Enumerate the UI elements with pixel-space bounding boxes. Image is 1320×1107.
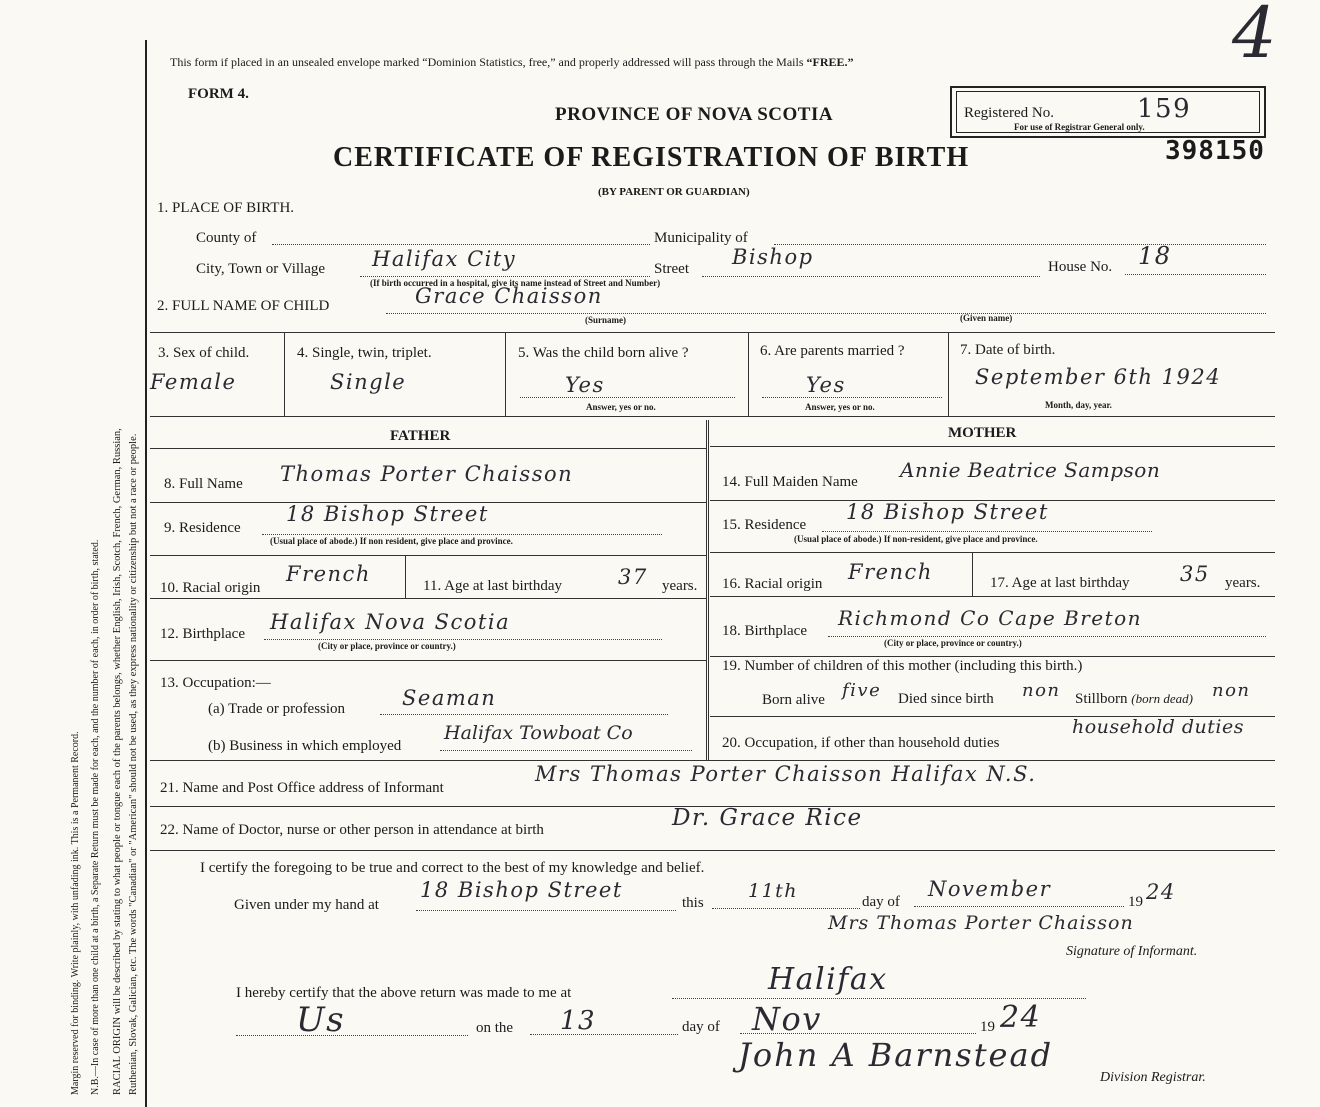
registrar-on-label: on the <box>476 1020 514 1036</box>
died-value: non <box>1022 680 1061 701</box>
married-value: Yes <box>806 373 846 397</box>
father-birthplace-note: (City or place, province or country.) <box>318 641 456 651</box>
business-label: (b) Business in which employed <box>208 738 402 754</box>
city-label: City, Town or Village <box>196 261 326 277</box>
given-place-line <box>416 910 676 911</box>
father-residence-note: (Usual place of abode.) If non resident, give place and province. <box>270 536 513 546</box>
father-birthplace-value: Halifax Nova Scotia <box>270 610 511 634</box>
municipality-line <box>774 244 1266 245</box>
doctor-label: 22. Name of Doctor, nurse or other person in attendance at birth <box>160 822 544 838</box>
father-name-label: 8. Full Name <box>164 476 243 492</box>
born-alive-note: Answer, yes or no. <box>586 402 656 412</box>
stillborn-label <box>1075 691 1193 708</box>
informant-label: 21. Name and Post Office address of Informant <box>160 780 444 796</box>
mail-note-free: “FREE.” <box>806 55 854 69</box>
father-race-label: 10. Racial origin <box>160 580 261 596</box>
house-value: 18 <box>1138 242 1172 270</box>
row-divider-4 <box>948 332 949 416</box>
registered-box <box>950 86 1266 138</box>
city-value: Halifax City <box>372 247 517 271</box>
father-residence-label: 9. Residence <box>164 520 241 536</box>
mother-residence-value: 18 Bishop Street <box>846 500 1049 524</box>
father-race-rule <box>150 598 706 599</box>
mother-name-label: 14. Full Maiden Name <box>722 474 858 490</box>
child-name-line <box>386 313 1266 314</box>
county-line <box>272 244 650 245</box>
mother-residence-rule <box>710 552 1275 553</box>
margin-note-1: Margin reserved for binding. Write plainly, with unfading ink. This is a Permanent Record. <box>70 731 81 1095</box>
father-residence-value: 18 Bishop Street <box>286 502 489 526</box>
county-label: County of <box>196 230 257 246</box>
row-divider-3 <box>748 332 749 416</box>
father-heading-rule <box>150 448 706 449</box>
corner-mark: 4 <box>1232 0 1279 74</box>
given-name-note: (Given name) <box>960 313 1013 323</box>
stillborn-note: (born dead) <box>1131 691 1194 706</box>
informant-signature-label: Signature of Informant. <box>1066 944 1198 959</box>
mother-residence-note: (Usual place of abode.) If non-resident, give place and province. <box>794 534 1038 544</box>
registrar-statement: I hereby certify that the above return was made to me at <box>236 985 572 1001</box>
mother-name-value: Annie Beatrice Sampson <box>900 458 1161 482</box>
parents-divider <box>706 420 709 760</box>
doctor-bottom-rule <box>150 850 1275 851</box>
place-section-label: 1. PLACE OF BIRTH. <box>157 200 295 216</box>
registrar-place-line <box>672 998 1086 999</box>
informant-top-rule <box>150 760 1275 761</box>
mother-years: years. <box>1225 575 1261 591</box>
certify-year: 24 <box>1146 880 1176 904</box>
margin-rule <box>145 40 147 1107</box>
registrar-note: For use of Registrar General only. <box>1014 122 1145 132</box>
father-race-value: French <box>286 562 371 586</box>
mail-note-text: This form if placed in an unsealed envelope marked “Dominion Statistics, free,” and properly addressed will pass through the Mails <box>170 55 807 69</box>
informant-value: Mrs Thomas Porter Chaisson Halifax N.S. <box>535 762 1037 786</box>
given-label: Given under my hand at <box>234 897 379 913</box>
business-line <box>440 750 692 751</box>
stillborn-label-text: Stillborn <box>1075 691 1128 707</box>
margin-note-2: N.B.—In case of more than one child at a birth, a Separate Return must be made for each, and the number of each, in order of birth, stated. <box>90 539 101 1095</box>
father-birthplace-line <box>264 639 662 640</box>
registrar-place: Halifax <box>768 962 888 997</box>
mother-residence-label: 15. Residence <box>722 517 807 533</box>
mail-note <box>170 55 854 70</box>
child-name-label: 2. FULL NAME OF CHILD <box>157 298 330 314</box>
father-heading: FATHER <box>390 428 451 444</box>
married-note: Answer, yes or no. <box>805 402 875 412</box>
mother-residence-line <box>822 531 1152 532</box>
registrar-place-line-2 <box>236 1035 468 1036</box>
municipality-label: Municipality of <box>654 230 748 246</box>
born-alive-label: 5. Was the child born alive ? <box>518 345 689 361</box>
registrar-signature: John A Barnstead <box>738 1036 1054 1074</box>
born-alive-count-label: Born alive <box>762 692 825 708</box>
registered-number: 159 <box>1137 94 1192 124</box>
trade-line <box>380 714 668 715</box>
registrar-year-prefix: 19 <box>980 1019 995 1035</box>
mother-age-value: 35 <box>1180 562 1210 586</box>
mother-age-label: 17. Age at last birthday <box>990 575 1130 591</box>
this-label: this <box>682 895 704 911</box>
street-value: Bishop <box>732 245 814 269</box>
house-label: House No. <box>1048 259 1113 275</box>
margin-note-3: RACIAL ORIGIN will be described by stating to what people or tongue each of the parents belongs, whether English, Irish, Scotch, French, German, Russian, <box>112 428 123 1095</box>
dob-label: 7. Date of birth. <box>960 342 1056 358</box>
certify-day-label: day of <box>862 894 900 910</box>
father-residence-rule <box>150 555 706 556</box>
sex-value: Female <box>150 370 237 394</box>
mother-race-value: French <box>848 560 933 584</box>
died-label: Died since birth <box>898 691 994 707</box>
married-label: 6. Are parents married ? <box>760 343 905 359</box>
father-age-label: 11. Age at last birthday <box>423 578 562 594</box>
children-label: 19. Number of children of this mother (including this birth.) <box>722 658 1083 674</box>
plurality-value: Single <box>330 370 407 394</box>
sex-label: 3. Sex of child. <box>158 345 250 361</box>
father-birthplace-rule <box>150 660 706 661</box>
form-number: FORM 4. <box>188 86 249 102</box>
certificate-subtitle: (BY PARENT OR GUARDIAN) <box>598 186 750 198</box>
mother-heading-rule <box>710 446 1275 447</box>
trade-label: (a) Trade or profession <box>208 701 346 717</box>
hospital-note: (If birth occurred in a hospital, give its name instead of Street and Number) <box>370 278 661 288</box>
born-alive-value: Yes <box>565 373 605 397</box>
mother-birthplace-note: (City or place, province or country.) <box>884 638 1022 648</box>
plurality-label: 4. Single, twin, triplet. <box>297 345 432 361</box>
province-heading: PROVINCE OF NOVA SCOTIA <box>555 104 834 125</box>
mother-race-divider <box>972 553 973 596</box>
row-bottom-rule <box>150 416 1275 417</box>
informant-signature: Mrs Thomas Porter Chaisson <box>828 912 1134 934</box>
father-age-value: 37 <box>618 565 648 589</box>
certify-month: November <box>928 877 1052 901</box>
mother-occupation-value: household duties <box>1072 716 1244 738</box>
father-residence-line <box>262 534 662 535</box>
registrar-signature-label: Division Registrar. <box>1100 1070 1206 1085</box>
row-divider-2 <box>505 332 506 416</box>
registrar-day-line <box>530 1034 678 1035</box>
city-line <box>360 276 650 277</box>
mother-race-rule <box>710 596 1275 597</box>
row-top-rule <box>150 332 1275 333</box>
dob-value: September 6th 1924 <box>975 365 1222 389</box>
father-occupation-label: 13. Occupation:— <box>160 675 271 691</box>
registrar-month: Nov <box>752 1000 822 1038</box>
street-label: Street <box>654 261 689 277</box>
doctor-value: Dr. Grace Rice <box>672 805 863 831</box>
registrar-year: 24 <box>1000 1000 1042 1035</box>
certificate-title: CERTIFICATE OF REGISTRATION OF BIRTH <box>333 142 970 173</box>
mother-birthplace-value: Richmond Co Cape Breton <box>838 606 1143 630</box>
margin-note-4: Ruthenian, Slovak, Galician, etc. The words "Canadian" or "American" should not be used, as they express nationality or citizenship but not a race or people. <box>128 433 139 1095</box>
certify-statement: I certify the foregoing to be true and correct to the best of my knowledge and belief. <box>200 860 705 876</box>
row-divider-1 <box>284 332 285 416</box>
child-name-value: Grace Chaisson <box>415 284 603 308</box>
born-alive-count-value: five <box>842 680 882 701</box>
stamp-number: 398150 <box>1165 136 1265 166</box>
registrar-month-line <box>740 1033 976 1034</box>
father-name-value: Thomas Porter Chaisson <box>280 462 574 486</box>
mother-heading: MOTHER <box>948 425 1017 441</box>
house-line <box>1125 274 1266 275</box>
trade-value: Seaman <box>402 686 497 710</box>
registrar-place-2: Us <box>296 1000 346 1040</box>
street-line <box>702 276 1040 277</box>
registrar-day: 13 <box>560 1006 597 1036</box>
father-race-divider <box>405 556 406 598</box>
mother-birthplace-line <box>828 636 1266 637</box>
certify-year-prefix: 19 <box>1128 894 1143 910</box>
father-birthplace-label: 12. Birthplace <box>160 626 245 642</box>
mother-birthplace-label: 18. Birthplace <box>722 623 807 639</box>
registrar-day-label: day of <box>682 1019 720 1035</box>
certify-month-line <box>914 906 1124 907</box>
registered-label: Registered No. <box>964 105 1054 121</box>
mother-occupation-label: 20. Occupation, if other than household duties <box>722 735 1000 751</box>
surname-note: (Surname) <box>585 315 626 325</box>
father-years: years. <box>662 578 698 594</box>
stillborn-value: non <box>1212 680 1251 701</box>
married-line <box>762 397 942 398</box>
business-value: Halifax Towboat Co <box>444 722 633 744</box>
given-place: 18 Bishop Street <box>420 878 623 902</box>
mother-birthplace-rule <box>710 656 1275 657</box>
dob-note: Month, day, year. <box>1045 400 1112 410</box>
mother-race-label: 16. Racial origin <box>722 576 823 592</box>
margin-notes <box>0 0 150 1107</box>
certify-day: 11th <box>748 880 799 902</box>
born-alive-line <box>520 397 735 398</box>
certify-day-line <box>712 908 860 909</box>
